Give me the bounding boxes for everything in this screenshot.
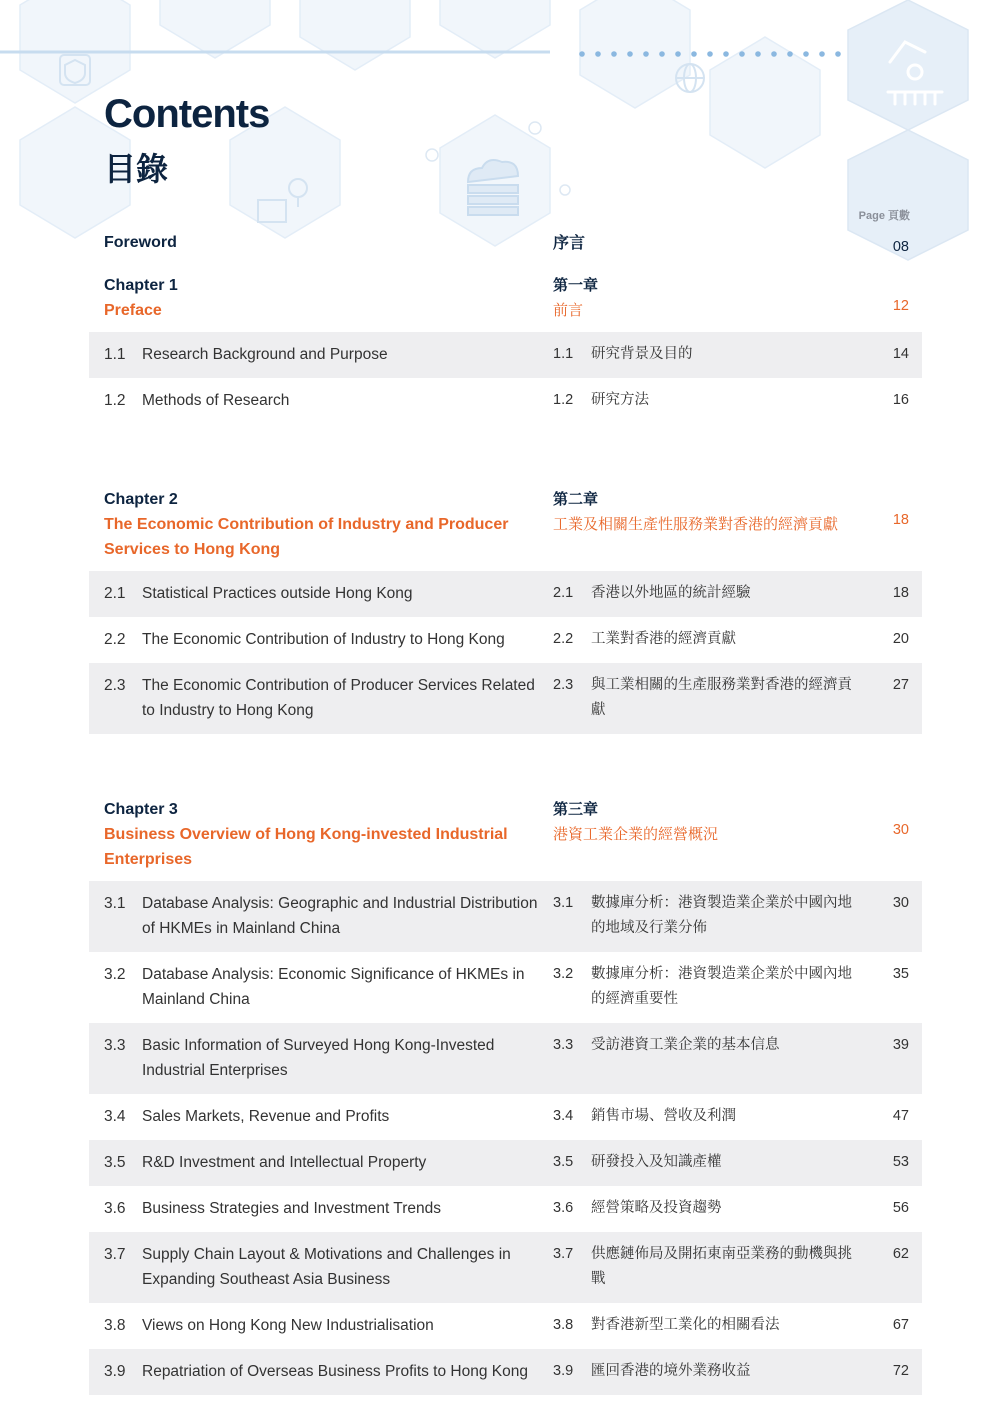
section-page: 53	[892, 1154, 909, 1170]
chapter-label-en: Chapter 1	[104, 277, 178, 294]
chapter-page: 18	[892, 512, 909, 528]
section-title-zh: 受訪港資工業企業的基本信息	[591, 1037, 780, 1053]
section-number: 2.2	[104, 631, 126, 648]
section-number: 3.4	[104, 1108, 126, 1125]
section-title-en: The Economic Contribution of Producer Services Related to Industry to Hong Kong	[142, 677, 535, 719]
section-title-zh: 對香港新型工業化的相關看法	[591, 1317, 780, 1333]
section-number-zh: 1.2	[553, 392, 574, 408]
section-number-zh: 3.5	[553, 1154, 574, 1170]
section-number: 2.1	[104, 585, 126, 602]
section-number-zh: 3.4	[553, 1108, 574, 1124]
section-row-3-1[interactable]	[89, 881, 922, 952]
chapter-title-zh: 港資工業企業的經營概況	[553, 825, 719, 843]
section-page: 35	[892, 966, 909, 982]
section-number-zh: 3.3	[553, 1037, 574, 1053]
chapter-heading-1[interactable]	[89, 263, 922, 332]
chapter-heading-3[interactable]	[89, 787, 922, 881]
foreword-label-zh: 序言	[553, 233, 586, 252]
section-row-3-9[interactable]	[89, 1349, 922, 1395]
section-title-zh: 工業對香港的經濟貢獻	[591, 631, 736, 647]
section-row-2-1[interactable]	[89, 571, 922, 617]
section-title-zh: 匯回香港的境外業務收益	[591, 1363, 751, 1379]
section-row-3-6[interactable]	[89, 1186, 922, 1232]
section-title-zh: 供應鏈佈局及開拓東南亞業務的動機與挑戰	[591, 1246, 852, 1287]
cloud-server-icon	[468, 160, 518, 215]
chapter-label-zh: 第一章	[553, 276, 599, 294]
section-title-en: Basic Information of Surveyed Hong Kong-Invested Industrial Enterprises	[142, 1037, 495, 1079]
chapter-title-en: The Economic Contribution of Industry and Producer Services to Hong Kong	[104, 516, 509, 558]
page-title-en: Contents	[104, 92, 270, 136]
section-number: 3.8	[104, 1317, 126, 1334]
chapter-title-zh: 前言	[553, 301, 584, 319]
section-title-en: Research Background and Purpose	[142, 346, 388, 363]
section-title-en: Supply Chain Layout & Motivations and Challenges in Expanding Southeast Asia Business	[142, 1246, 511, 1288]
section-title-zh: 經營策略及投資趨勢	[591, 1200, 722, 1216]
section-row-1-2[interactable]	[89, 378, 922, 424]
section-title-zh: 研發投入及知識產權	[591, 1154, 722, 1170]
section-page: 18	[892, 585, 909, 601]
section-number: 1.1	[104, 346, 126, 363]
section-number: 3.1	[104, 895, 126, 912]
section-page: 30	[892, 895, 909, 911]
chapter-title-zh: 工業及相關生產性服務業對香港的經濟貢獻	[553, 515, 839, 533]
chapter-heading-2[interactable]	[89, 477, 922, 571]
chapter-title-en: Business Overview of Hong Kong-invested Industrial Enterprises	[104, 826, 508, 868]
section-number: 3.2	[104, 966, 126, 983]
section-page: 67	[892, 1317, 909, 1333]
section-title-zh: 香港以外地區的統計經驗	[591, 585, 751, 601]
section-page: 14	[892, 346, 909, 362]
foreword-page: 08	[892, 239, 909, 255]
section-row-3-4[interactable]	[89, 1094, 922, 1140]
section-page: 16	[892, 392, 909, 408]
page-title-zh: 目錄	[104, 150, 169, 188]
section-row-3-5[interactable]	[89, 1140, 922, 1186]
section-row-2-2[interactable]	[89, 617, 922, 663]
section-title-en: Sales Markets, Revenue and Profits	[142, 1108, 390, 1125]
chapter-label-en: Chapter 2	[104, 491, 178, 508]
section-number-zh: 1.1	[553, 346, 574, 362]
section-number-zh: 3.9	[553, 1363, 574, 1379]
section-title-en: The Economic Contribution of Industry to Hong Kong	[142, 631, 505, 648]
section-page: 47	[892, 1108, 909, 1124]
section-title-en: Statistical Practices outside Hong Kong	[142, 585, 413, 602]
section-number: 3.5	[104, 1154, 126, 1171]
section-number: 2.3	[104, 677, 126, 694]
section-title-en: Business Strategies and Investment Trends	[142, 1200, 441, 1217]
foreword-label-en: Foreword	[104, 234, 177, 251]
section-title-zh: 數據庫分析：港資製造業企業於中國內地的經濟重要性	[591, 966, 852, 1007]
section-page: 62	[892, 1246, 909, 1262]
chapter-title-en: Preface	[104, 302, 162, 319]
section-title-en: Methods of Research	[142, 392, 290, 409]
section-page: 39	[892, 1037, 909, 1053]
section-page: 56	[892, 1200, 909, 1216]
section-page: 27	[892, 677, 909, 693]
section-number: 3.6	[104, 1200, 126, 1217]
section-row-3-2[interactable]	[89, 952, 922, 1023]
section-number-zh: 3.6	[553, 1200, 574, 1216]
page-column-label: Page 頁數	[858, 210, 910, 222]
section-number-zh: 2.3	[553, 677, 574, 693]
section-row-3-8[interactable]	[89, 1303, 922, 1349]
section-number-zh: 2.2	[553, 631, 574, 647]
section-number-zh: 3.8	[553, 1317, 574, 1333]
section-page: 20	[892, 631, 909, 647]
section-number-zh: 3.7	[553, 1246, 574, 1262]
section-row-2-3[interactable]	[89, 663, 922, 734]
section-title-zh: 研究背景及目的	[591, 346, 693, 362]
section-number: 1.2	[104, 392, 126, 409]
section-number: 3.9	[104, 1363, 126, 1380]
chapter-label-zh: 第二章	[553, 490, 599, 508]
section-number-zh: 3.2	[553, 966, 574, 982]
section-title-en: Repatriation of Overseas Business Profits to Hong Kong	[142, 1363, 528, 1380]
section-title-en: Views on Hong Kong New Industrialisation	[142, 1317, 434, 1334]
section-title-en: R&D Investment and Intellectual Property	[142, 1154, 427, 1171]
section-title-en: Database Analysis: Economic Significance of HKMEs in Mainland China	[142, 966, 525, 1008]
section-title-zh: 研究方法	[591, 392, 649, 408]
chapter-page: 12	[892, 298, 909, 314]
section-title-zh: 銷售市場、營收及利潤	[591, 1108, 736, 1124]
chapter-label-zh: 第三章	[553, 800, 599, 818]
section-row-3-7[interactable]	[89, 1232, 922, 1303]
chapter-page: 30	[892, 822, 909, 838]
chapter-label-en: Chapter 3	[104, 801, 178, 818]
section-title-zh: 與工業相關的生產服務業對香港的經濟貢獻	[591, 677, 852, 718]
section-number: 3.7	[104, 1246, 126, 1263]
section-number-zh: 3.1	[553, 895, 574, 911]
section-row-3-3[interactable]	[89, 1023, 922, 1094]
section-number-zh: 2.1	[553, 585, 574, 601]
section-page: 72	[892, 1363, 909, 1379]
section-title-en: Database Analysis: Geographic and Industrial Distribution of HKMEs in Mainland China	[142, 895, 538, 937]
section-number: 3.3	[104, 1037, 126, 1054]
toc-foreword[interactable]	[89, 218, 922, 255]
section-title-zh: 數據庫分析：港資製造業企業於中國內地的地域及行業分佈	[591, 895, 852, 936]
section-row-1-1[interactable]	[89, 332, 922, 378]
table-of-contents	[89, 218, 922, 1395]
